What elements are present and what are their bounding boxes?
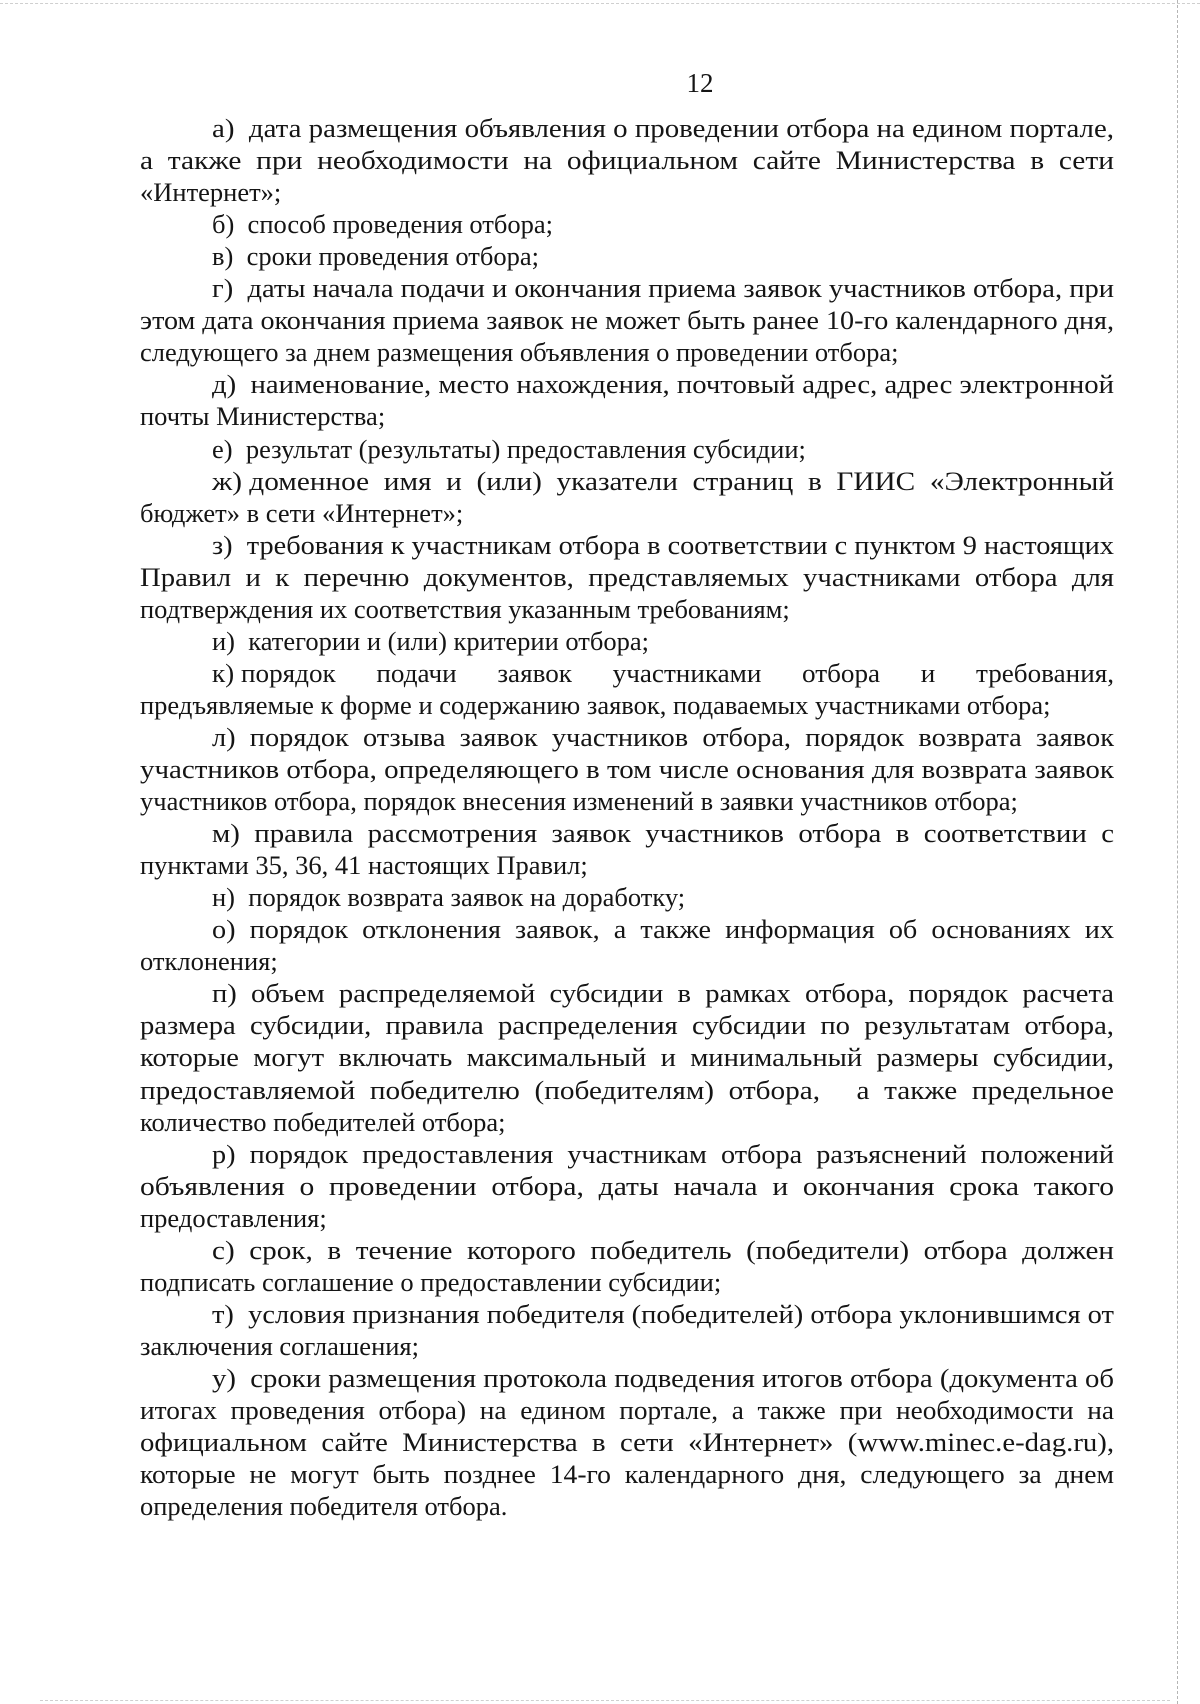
list-item-line: Правил и к перечню документов, представляемых участниками отбора для <box>140 562 1115 592</box>
list-item-line: предъявляемые к форме и содержанию заявок, подаваемых участниками отбора; <box>140 690 1051 720</box>
list-item-first-line: л) порядок отзыва заявок участников отбора, порядок возврата заявок <box>212 722 1114 752</box>
list-item-first-line: о) порядок отклонения заявок, а также информация об основаниях их <box>212 914 1115 944</box>
list-item-line: почты Министерства; <box>140 401 386 431</box>
list-item-first-line: з) требования к участникам отбора в соответствии с пунктом 9 настоящих <box>212 530 1114 560</box>
list-item-first-line: м) правила рассмотрения заявок участников отбора в соответствии с <box>212 818 1115 848</box>
list-item-line: итогах проведения отбора) на едином портале, а также при необходимости на <box>140 1395 1115 1425</box>
list-item-line: участников отбора, определяющего в том числе основания для возврата заявок <box>140 754 1114 784</box>
list-item-first-line: д) наименование, место нахождения, почтовый адрес, адрес электронной <box>212 369 1115 399</box>
list-item-first-line: е) результат (результаты) предоставления субсидии; <box>212 434 806 464</box>
list-item-line: предоставления; <box>140 1203 327 1233</box>
list-item-line: количество победителей отбора; <box>140 1107 506 1137</box>
list-item-line: следующего за днем размещения объявления о проведении отбора; <box>140 337 899 367</box>
list-item-first-line: г) даты начала подачи и окончания приема заявок участников отбора, при <box>212 273 1114 303</box>
list-item-first-line: с) срок, в течение которого победитель (победители) отбора должен <box>212 1235 1115 1265</box>
list-item-line: которые могут включать максимальный и минимальный размеры субсидии, <box>140 1042 1115 1072</box>
list-item-line: предоставляемой победителю (победителям) отбора, а также предельное <box>140 1075 1114 1105</box>
list-item-first-line: б) способ проведения отбора; <box>212 209 553 239</box>
list-item-first-line: у) сроки размещения протокола подведения итогов отбора (документа об <box>212 1363 1115 1393</box>
list-item-line: бюджет» в сети «Интернет»; <box>140 498 464 528</box>
list-item-line: пунктами 35, 36, 41 настоящих Правил; <box>140 850 588 880</box>
list-item-line: официальном сайте Министерства в сети «Интернет» (www.minec.e-dag.ru), <box>140 1427 1115 1457</box>
list-item-line: этом дата окончания приема заявок не может быть ранее 10-го календарного дня, <box>140 305 1114 335</box>
list-item-line: подписать соглашение о предоставлении субсидии; <box>140 1267 722 1297</box>
list-item-first-line: п) объем распределяемой субсидии в рамках отбора, порядок расчета <box>212 978 1114 1008</box>
list-item-first-line: ж) доменное имя и (или) указатели страниц в ГИИС «Электронный <box>212 466 1115 496</box>
list-item-line: «Интернет»; <box>140 177 282 207</box>
list-item-first-line: в) сроки проведения отбора; <box>212 241 539 271</box>
list-item-line: заключения соглашения; <box>140 1331 419 1361</box>
list-item-first-line: р) порядок предоставления участникам отбора разъяснений положений <box>212 1139 1115 1169</box>
list-item-line: подтверждения их соответствия указанным требованиям; <box>140 594 790 624</box>
list-item-line: размера субсидии, правила распределения субсидии по результатам отбора, <box>140 1010 1114 1040</box>
list-item-first-line: н) порядок возврата заявок на доработку; <box>212 882 686 912</box>
list-item-line: определения победителя отбора. <box>140 1491 508 1521</box>
list-item-line: отклонения; <box>140 946 278 976</box>
list-item-first-line: к) порядок подачи заявок участниками отбора и требования, <box>212 658 1114 688</box>
list-item-line: участников отбора, порядок внесения изменений в заявки участников отбора; <box>140 786 1018 816</box>
list-item-line: которые не могут быть позднее 14-го календарного дня, следующего за днем <box>140 1459 1114 1489</box>
list-item-line: объявления о проведении отбора, даты начала и окончания срока такого <box>140 1171 1115 1201</box>
list-item-first-line: т) условия признания победителя (победителей) отбора уклонившимся от <box>212 1299 1114 1329</box>
page-number: 12 <box>686 68 714 98</box>
list-item-first-line: а) дата размещения объявления о проведении отбора на едином портале, <box>212 113 1115 143</box>
list-item-first-line: и) категории и (или) критерии отбора; <box>212 626 649 656</box>
list-item-line: а также при необходимости на официальном сайте Министерства в сети <box>140 145 1115 175</box>
